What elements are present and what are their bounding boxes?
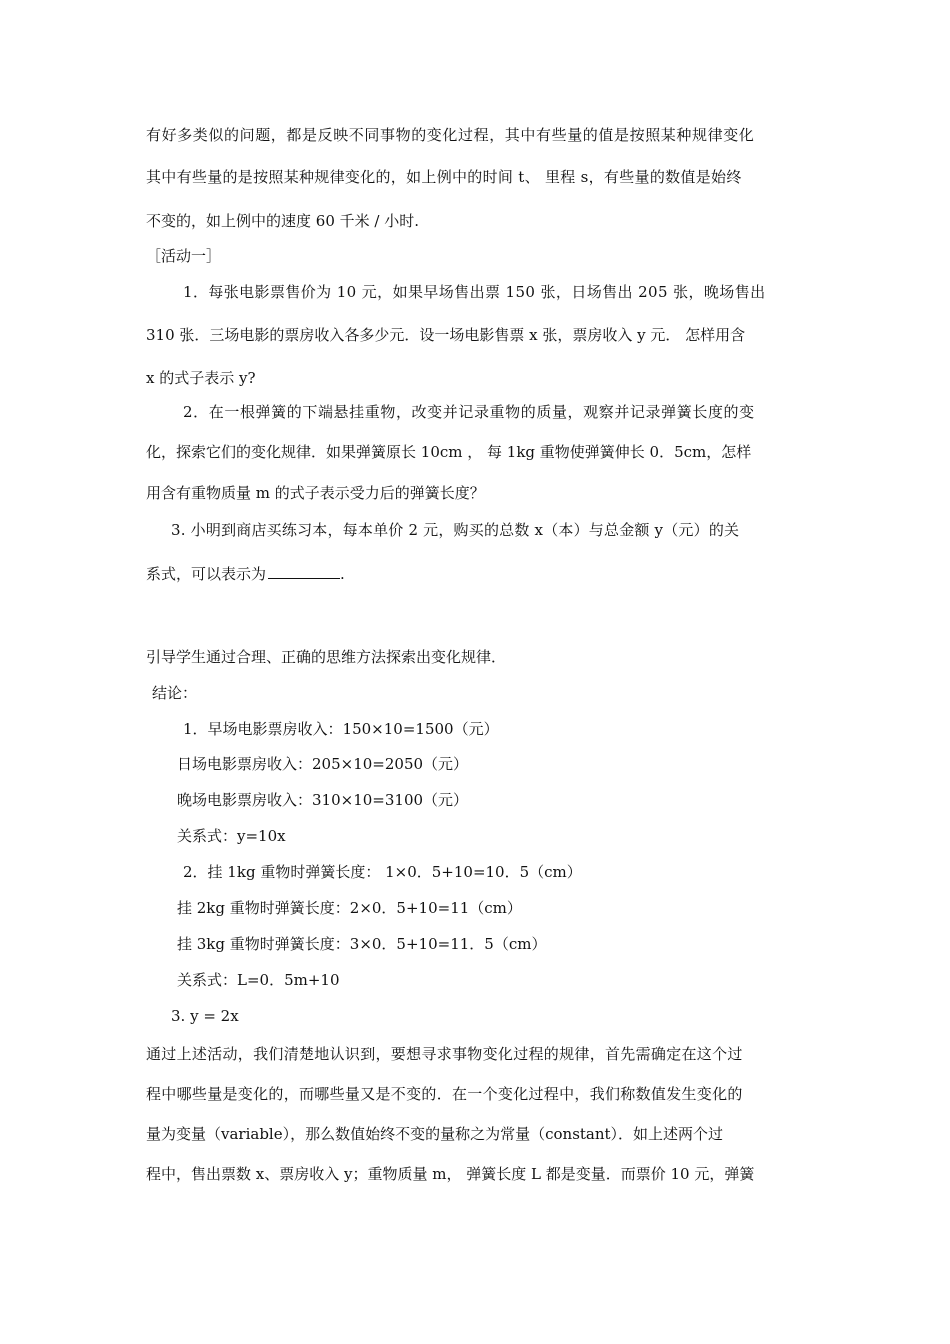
text-line: 挂 3kg 重物时弹簧长度：3×0．5+10=11．5（cm） bbox=[177, 935, 547, 953]
text-line: 2．在一根弹簧的下端悬挂重物，改变并记录重物的质量，观察并记录弹簧长度的变 bbox=[183, 403, 755, 421]
text-line: 3. y = 2x bbox=[171, 1007, 239, 1025]
period: . bbox=[340, 565, 345, 583]
text-line: 2．挂 1kg 重物时弹簧长度： 1×0．5+10=10．5（cm） bbox=[183, 863, 582, 881]
section-label: ［活动一］ bbox=[146, 247, 222, 265]
text-line: 关系式：L=0．5m+10 bbox=[177, 971, 340, 989]
text-line: x 的式子表示 y? bbox=[146, 369, 256, 387]
text-line bbox=[146, 563, 345, 584]
text-line: 1．早场电影票房收入：150×10=1500（元） bbox=[183, 720, 499, 738]
text-line: 有好多类似的问题，都是反映不同事物的变化过程，其中有些量的值是按照某种规律变化 bbox=[146, 126, 755, 144]
text-line: 化，探索它们的变化规律．如果弹簧原长 10cm ， 每 1kg 重物使弹簧伸长 0．5cm，怎样 bbox=[146, 443, 752, 461]
text-line: 量为变量（variable），那么数值始终不变的量称之为常量（constant）．如上述两个过 bbox=[146, 1125, 724, 1143]
answer-blank bbox=[268, 563, 340, 579]
text-line: 日场电影票房收入：205×10=2050（元） bbox=[177, 755, 469, 773]
text-line: 1．每张电影票售价为 10 元，如果早场售出票 150 张，日场售出 205 张，晚场售出 bbox=[183, 283, 766, 301]
text-line: 不变的，如上例中的速度 60 千米 / 小时. bbox=[146, 212, 419, 230]
text-line: 晚场电影票房收入：310×10=3100（元） bbox=[177, 791, 469, 809]
question-text: 系式，可以表示为 bbox=[146, 565, 267, 583]
text-line: 关系式：y=10x bbox=[177, 827, 286, 845]
text-line: 挂 2kg 重物时弹簧长度：2×0．5+10=11（cm） bbox=[177, 899, 522, 917]
text-line: 程中哪些量是变化的，而哪些量又是不变的．在一个变化过程中，我们称数值发生变化的 bbox=[146, 1085, 743, 1103]
text-line: 用含有重物质量 m 的式子表示受力后的弹簧长度？ bbox=[146, 484, 485, 502]
text-line: 3. 小明到商店买练习本，每本单价 2 元，购买的总数 x（本）与总金额 y（元）的关 bbox=[171, 521, 740, 539]
text-line: 引导学生通过合理、正确的思维方法探索出变化规律． bbox=[146, 648, 507, 666]
section-label: 结论： bbox=[152, 684, 198, 702]
text-line: 其中有些量的是按照某种规律变化的，如上例中的时间 t、 里程 s，有些量的数值是始终 bbox=[146, 168, 742, 186]
text-line: 程中，售出票数 x、票房收入 y；重物质量 m， 弹簧长度 L 都是变量．而票价 10 元，弹簧 bbox=[146, 1165, 755, 1183]
text-line: 310 张．三场电影的票房收入各多少元．设一场电影售票 x 张，票房收入 y 元． 怎样用含 bbox=[146, 326, 746, 344]
text-line: 通过上述活动，我们清楚地认识到，要想寻求事物变化过程的规律，首先需确定在这个过 bbox=[146, 1045, 743, 1063]
